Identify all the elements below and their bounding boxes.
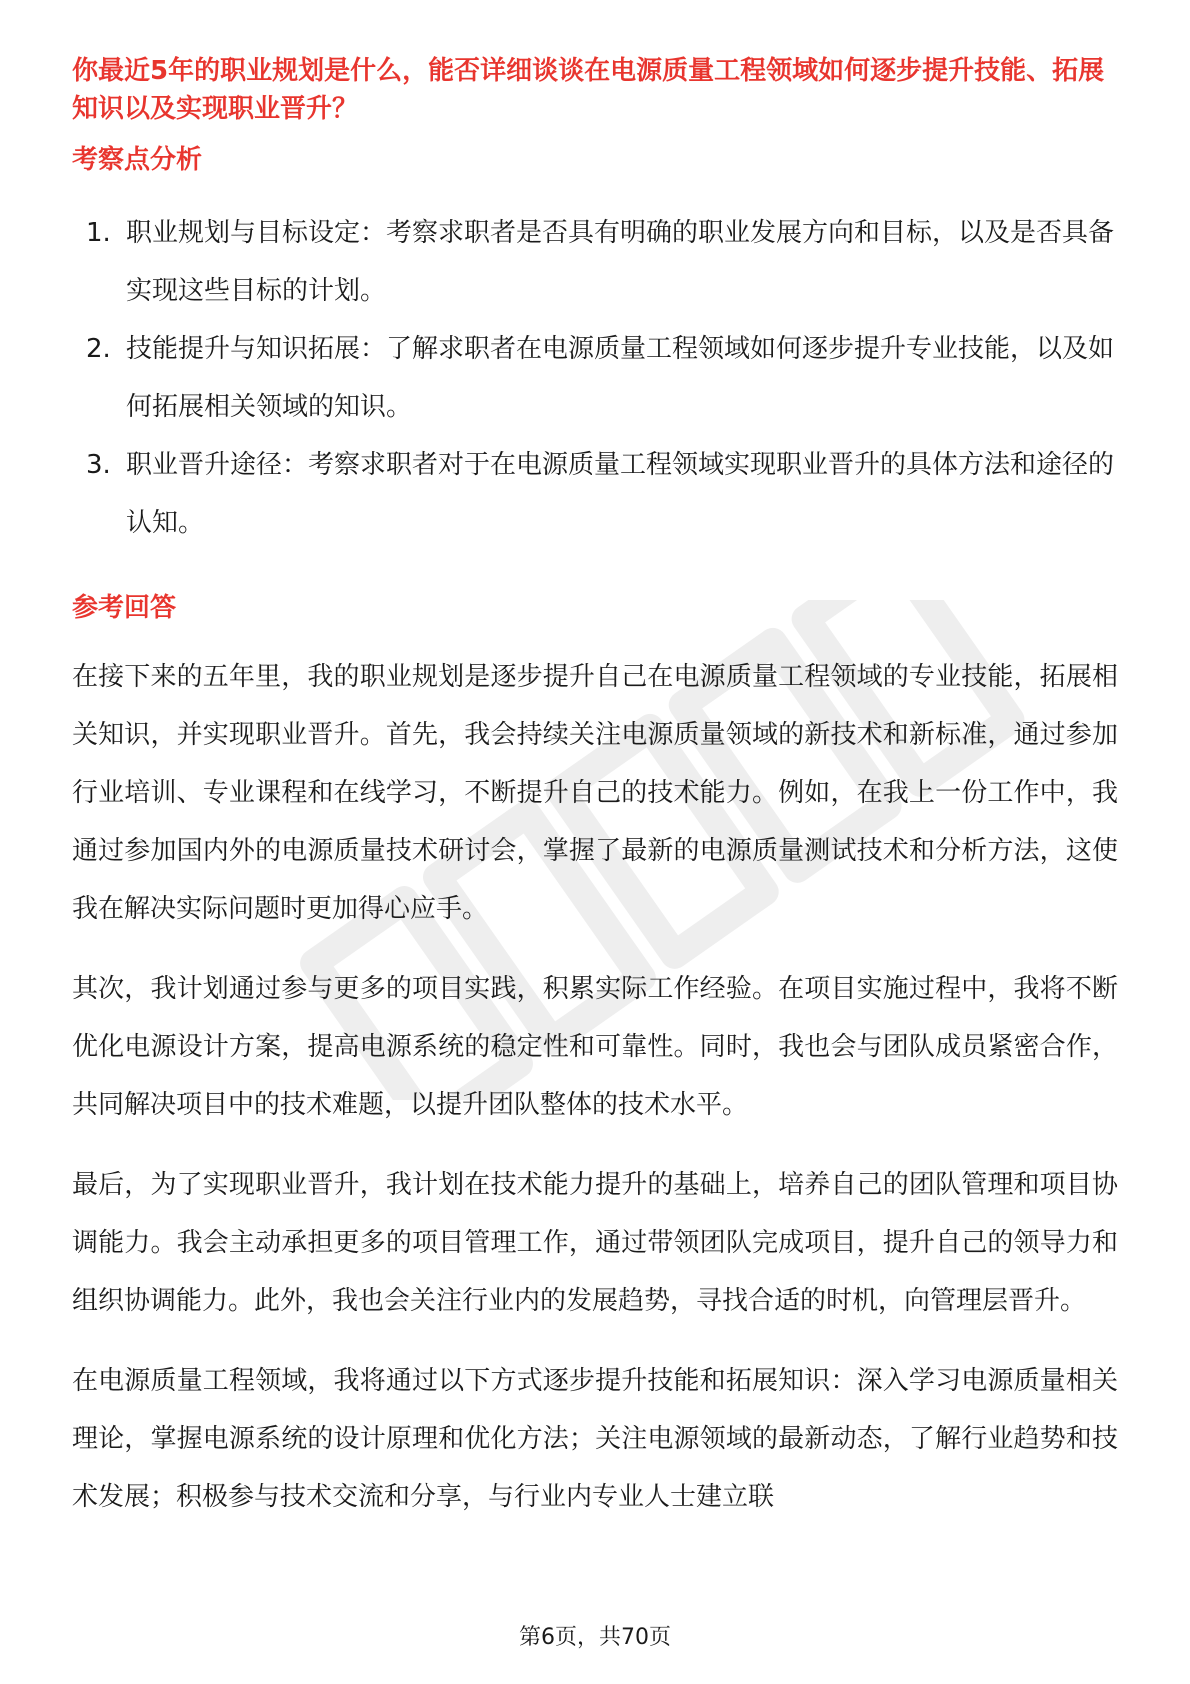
answer-paragraph: 其次，我计划通过参与更多的项目实践，积累实际工作经验。在项目实施过程中，我将不断优化电源设计方案，提高电源系统的稳定性和可靠性。同时，我也会与团队成员紧密合作，共同解决项目中的技术难题，以提升团队整体的技术水平。 xyxy=(72,974,1118,1120)
answer-paragraph: 在接下来的五年里，我的职业规划是逐步提升自己在电源质量工程领域的专业技能，拓展相关知识，并实现职业晋升。首先，我会持续关注电源质量领域的新技术和新标准，通过参加行业培训、专业课程和在线学习，不断提升自己的技术能力。例如，在我上一份工作中，我通过参加国内外的电源质量技术研讨会，掌握了最新的电源质量测试技术和分析方法，这使我在解决实际问题时更加得心应手。 xyxy=(72,662,1118,924)
analysis-item-text: 技能提升与知识拓展：了解求职者在电源质量工程领域如何逐步提升专业技能，以及如何拓展相关领域的知识。 xyxy=(126,334,1115,422)
analysis-section-title: 考察点分析 xyxy=(72,145,203,175)
question-heading: 你最近5年的职业规划是什么，能否详细谈谈在电源质量工程领域如何逐步提升技能、拓展知识以及实现职业晋升？ xyxy=(72,56,1105,124)
analysis-list xyxy=(72,204,1118,552)
answer-section-title: 参考回答 xyxy=(72,593,177,623)
list-number: 3. xyxy=(86,450,111,480)
analysis-item xyxy=(72,320,1118,436)
document-page xyxy=(72,52,1118,1526)
analysis-item xyxy=(72,436,1118,552)
analysis-item xyxy=(72,204,1118,320)
list-number: 2. xyxy=(86,334,111,364)
analysis-item-text: 职业规划与目标设定：考察求职者是否具有明确的职业发展方向和目标，以及是否具备实现这些目标的计划。 xyxy=(126,218,1115,306)
analysis-item-text: 职业晋升途径：考察求职者对于在电源质量工程领域实现职业晋升的具体方法和途径的认知。 xyxy=(126,450,1115,538)
answer-paragraph: 最后，为了实现职业晋升，我计划在技术能力提升的基础上，培养自己的团队管理和项目协调能力。我会主动承担更多的项目管理工作，通过带领团队完成项目，提升自己的领导力和组织协调能力。此外，我也会关注行业内的发展趋势，寻找合适的时机，向管理层晋升。 xyxy=(72,1170,1118,1316)
answer-paragraph: 在电源质量工程领域，我将通过以下方式逐步提升技能和拓展知识：深入学习电源质量相关理论，掌握电源系统的设计原理和优化方法；关注电源领域的最新动态，了解行业趋势和技术发展；积极参与技术交流和分享，与行业内专业人士建立联 xyxy=(72,1366,1118,1512)
page-footer: 第6页，共70页 xyxy=(519,1625,671,1650)
list-number: 1. xyxy=(86,218,111,248)
